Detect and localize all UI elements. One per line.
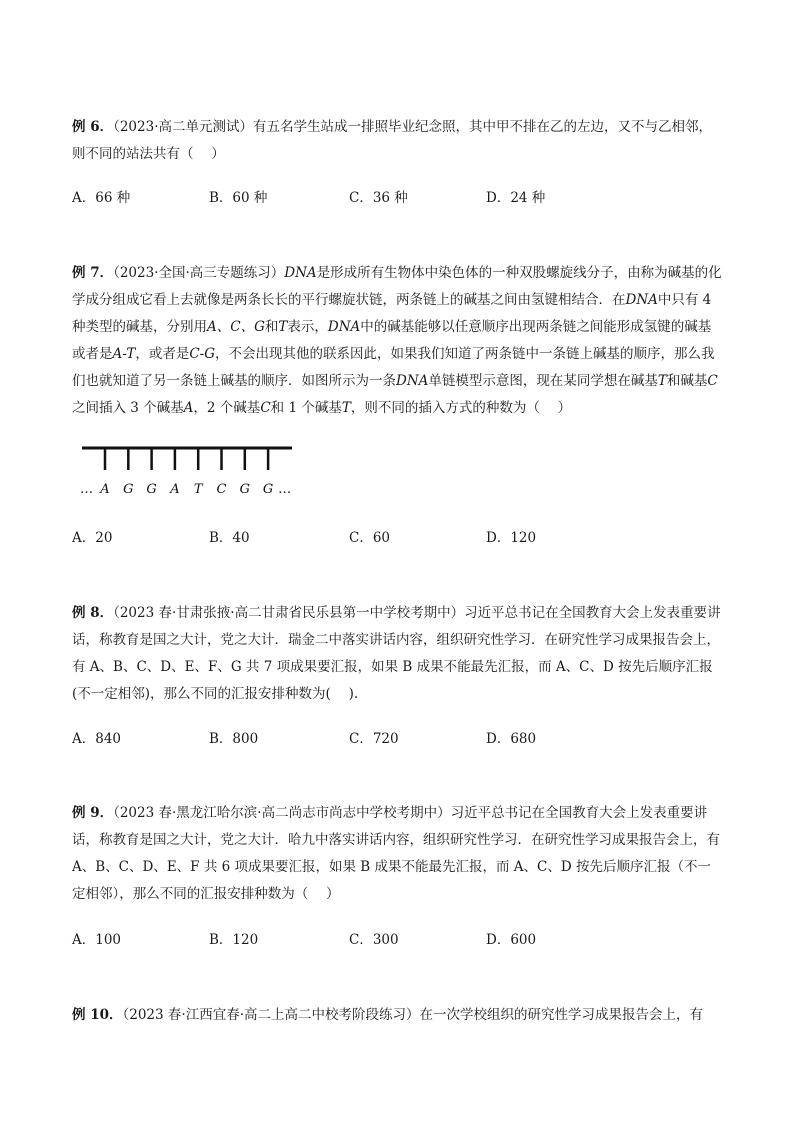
dna-base-label: G <box>146 482 157 497</box>
dna-base-label: G <box>239 482 250 497</box>
option-d[interactable]: D．120 <box>486 530 537 546</box>
q7-t1: DNA <box>284 265 317 281</box>
question-number: 例 10． <box>72 1007 123 1023</box>
question-number: 例 8． <box>72 605 114 621</box>
q7-t24: 和 1 个碱基 <box>270 400 342 416</box>
q7-t23: C <box>260 400 271 416</box>
question-6 <box>72 114 722 168</box>
q7-t3: DNA <box>625 292 658 308</box>
option-b[interactable]: B．60 种 <box>209 190 268 206</box>
option-d[interactable]: D．600 <box>486 932 537 948</box>
option-d[interactable]: D．24 种 <box>486 190 546 206</box>
option-c[interactable]: C．60 <box>349 530 391 546</box>
q7-t16: 单链模型示意图，现在某同学想在碱基 <box>428 373 658 389</box>
q7-t20: 之间插入 3 个碱基 <box>72 400 184 416</box>
q7-t15: DNA <box>396 373 429 389</box>
q7-t7: T <box>278 319 288 335</box>
question-number: 例 7． <box>72 265 114 281</box>
option-b[interactable]: B．120 <box>209 932 259 948</box>
q7-t13: C-G <box>189 346 216 362</box>
q7-t14: ，不会出现其他的联系因此，如果我们知道了两条链中一条链上碱基的顺序，那么我们也就知道了另一条链上碱基的顺序．如图所示为一条 <box>72 346 715 389</box>
option-a[interactable]: A．20 <box>72 530 113 546</box>
dna-ellipsis-left: … <box>80 482 93 497</box>
dna-base-label: C <box>216 482 227 497</box>
q7-t11: A-T <box>112 346 136 362</box>
question-10 <box>72 1002 722 1029</box>
options-7 <box>72 526 722 546</box>
dna-strand-svg <box>78 440 298 500</box>
dna-base-label: G <box>262 482 274 497</box>
q7-t10: 中的碱基能够以任意顺序出现两条链之间能形成氢键的碱基或者是 <box>72 319 712 362</box>
dna-strand-diagram <box>78 440 298 500</box>
question-text: 习近平总书记在全国教育大会上发表重要讲话，称教育是国之大计，党之大计．哈九中落实讲话内容，组织研究性学习．在研究性学习成果报告会上，有 A、B、C、D、E、F 共 6 项成果要汇报，如果 B 成果不能最先汇报，而 A、C、D 按先后顺序汇报（不一定相邻），那么不同的汇报安排种数为（ ） <box>72 805 720 902</box>
q7-t5: A、C、G <box>207 319 265 335</box>
option-c[interactable]: C．36 种 <box>349 190 408 206</box>
option-c[interactable]: C．720 <box>349 731 399 747</box>
option-a[interactable]: A．66 种 <box>72 190 131 206</box>
options-8 <box>72 727 722 747</box>
q7-t8: 表示， <box>287 319 328 335</box>
q7-t4: 中只有 4 种类型的碱基，分别用 <box>72 292 712 335</box>
q7-t17: T <box>657 373 667 389</box>
dna-base-label: A <box>170 482 180 497</box>
question-source: （2023·全国·高三专题练习） <box>113 265 285 281</box>
question-9 <box>72 800 722 908</box>
dna-base-label: T <box>193 482 203 497</box>
q7-t2: 是形成所有生物体中染色体的一种双股螺旋线分子，由称为碱基的化学成分组成它看上去就像是两条长长的平行螺旋状链，两条链上的碱基之间由氢键相结合．在 <box>72 265 722 308</box>
question-number: 例 9． <box>72 805 114 821</box>
question-text: 有五名学生站成一排照毕业纪念照，其中甲不排在乙的左边，又不与乙相邻，则不同的站法共有（ ） <box>72 119 712 162</box>
dna-ellipsis-right: … <box>278 482 292 497</box>
q7-t9: DNA <box>327 319 361 335</box>
dna-base-label: A <box>100 482 110 497</box>
q7-t26: ，则不同的插入方式的种数为（ ） <box>350 400 572 416</box>
q7-t6: 和 <box>264 319 279 335</box>
option-d[interactable]: D．680 <box>486 731 537 747</box>
question-number: 例 6． <box>72 119 114 135</box>
q7-t21: A <box>183 400 194 416</box>
q7-t19: C <box>707 373 718 389</box>
options-9 <box>72 928 722 948</box>
question-source: （2023·高二单元测试） <box>113 119 253 135</box>
question-source: （2023 春·黑龙江哈尔滨·高二尚志市尚志中学校考期中） <box>113 805 451 821</box>
question-7 <box>72 260 722 422</box>
q7-t25: T <box>341 400 351 416</box>
option-b[interactable]: B．800 <box>209 731 259 747</box>
options-6 <box>72 186 722 206</box>
question-source: （2023 春·江西宜春·高二上高二中校考阶段练习） <box>122 1007 420 1023</box>
option-b[interactable]: B．40 <box>209 530 250 546</box>
question-8 <box>72 600 722 708</box>
option-c[interactable]: C．300 <box>349 932 399 948</box>
question-text: 习近平总书记在全国教育大会上发表重要讲话，称教育是国之大计，党之大计．瑞金二中落实讲话内容，组织研究性学习．在研究性学习成果报告会上，有 A、B、C、D、E、F、G 共 7 项成果要汇报，如果 B 成果不能最先汇报，而 A、C、D 按先后顺序汇报(不一定相邻)，那么不同的汇报安排种数为( ). <box>72 605 721 702</box>
option-a[interactable]: A．100 <box>72 932 122 948</box>
option-a[interactable]: A．840 <box>72 731 122 747</box>
q7-t18: 和碱基 <box>666 373 708 389</box>
question-source: （2023 春·甘肃张掖·高二甘肃省民乐县第一中学校考期中） <box>113 605 465 621</box>
question-text: 在一次学校组织的研究性学习成果报告会上，有 <box>419 1007 703 1023</box>
q7-t12: ，或者是 <box>135 346 190 362</box>
dna-base-label: G <box>123 482 134 497</box>
q7-t22: ，2 个碱基 <box>193 400 261 416</box>
